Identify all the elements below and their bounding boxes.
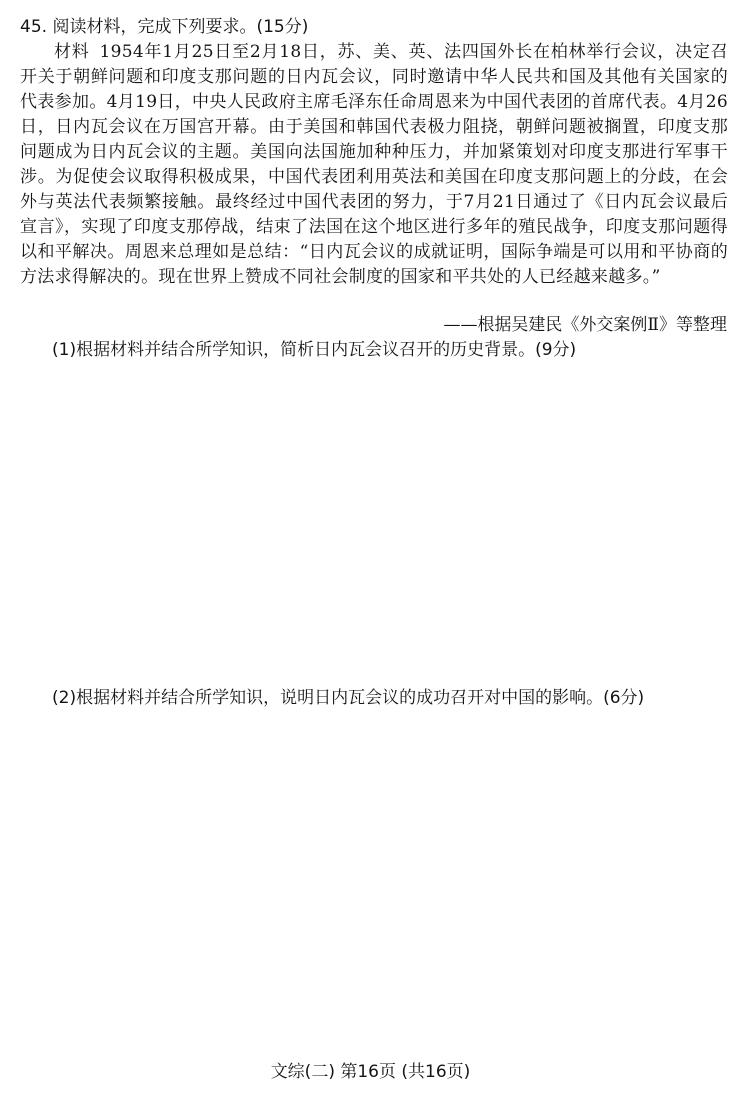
sub-question-2: (2)根据材料并结合所学知识，说明日内瓦会议的成功召开对中国的影响。(6分) xyxy=(52,688,645,708)
answer-area-2 xyxy=(20,720,720,1050)
material-paragraph xyxy=(20,40,728,290)
page-footer: 文综(二) 第16页 (共16页) xyxy=(270,1062,471,1082)
material-source: ——根据吴建民《外交案例Ⅱ》等整理 xyxy=(443,315,727,335)
sub-question-1: (1)根据材料并结合所学知识，简析日内瓦会议召开的历史背景。(9分) xyxy=(52,340,577,360)
question-title: 45. 阅读材料，完成下列要求。(15分) xyxy=(20,17,309,37)
answer-area-1 xyxy=(20,370,720,670)
material-lead: 材料 xyxy=(54,42,90,62)
material-text: 1954年1月25日至2月18日，苏、美、英、法四国外长在柏林举行会议，决定召开关于朝鲜问题和印度支那问题的日内瓦会议，同时邀请中华人民共和国及其他有关国家的代表参加。4月19日，中央人民政府主席毛泽东任命周恩来为中国代表团的首席代表。4月26日，日内瓦会议在万国宫开幕。由于美国和韩国代表极力阻挠，朝鲜问题被搁置，印度支那问题成为日内瓦会议的主题。美国向法国施加种种压力，并加紧策划对印度支那进行军事干涉。为促使会议取得积极成果，中国代表团利用英法和美国在印度支那问题上的分歧，在会外与英法代表频繁接触。最终经过中国代表团的努力，于7月21日通过了《日内瓦会议最后宣言》，实现了印度支那停战，结束了法国在这个地区进行多年的殖民战争，印度支那问题得以和平解决。周恩来总理如是总结：“日内瓦会议的成就证明，国际争端是可以用和平协商的方法求得解决的。现在世界上赞成不同社会制度的国家和平共处的人已经越来越多。” xyxy=(20,42,728,287)
